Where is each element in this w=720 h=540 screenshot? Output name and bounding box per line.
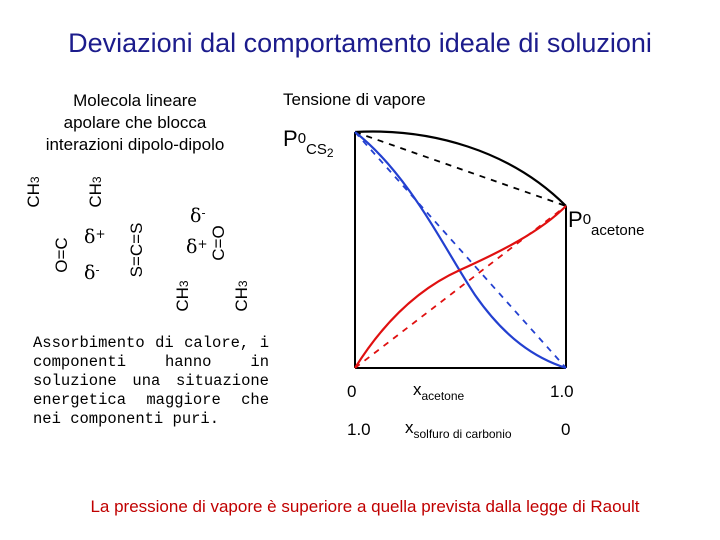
delta-plus-right: δ+ xyxy=(186,236,208,258)
carbonyl-left-label: O=C xyxy=(52,237,71,273)
x-cs2-end: 0 xyxy=(561,420,571,439)
delta-minus-right: δ- xyxy=(190,205,206,227)
x-cs2-label: $x_{solfuro di carbonio}$ xyxy=(405,418,512,441)
ch3-left-top-label: CH3 xyxy=(24,176,43,208)
delta-minus-left: δ- xyxy=(84,262,100,284)
p-superscript: 0 xyxy=(297,130,307,147)
ch3-right-bottom-label: CH3 xyxy=(173,280,192,312)
molecule-caption-line-2: apolare che blocca xyxy=(63,113,207,132)
p-superscript: 0 xyxy=(582,211,592,228)
page-title: Deviazioni dal comportamento ideale di soluzioni xyxy=(68,28,652,58)
vapor-pressure-caption: Tensione di vapore xyxy=(283,90,426,109)
acetone-subscript: acetone xyxy=(591,222,645,239)
x-cs2-start: 1.0 xyxy=(347,420,371,439)
ideal-total-line xyxy=(355,132,566,206)
carbonyl-right-label: C=O xyxy=(209,225,228,261)
p-symbol: P xyxy=(568,207,583,232)
delta-plus-left: δ+ xyxy=(84,226,106,248)
description-text: Assorbimento di calore, i componenti hanno in soluzione una situazione energetica maggiore che nei componenti puri. xyxy=(33,334,269,428)
x-acetone-end: 1.0 xyxy=(550,382,574,401)
footer-note: La pressione di vapore è superiore a quella prevista dalla legge di Raoult xyxy=(90,497,640,516)
molecule-caption-line-3: interazioni dipolo-dipolo xyxy=(45,135,225,154)
molecule-caption-line-1: Molecola lineare xyxy=(73,91,197,110)
x-acetone-start: 0 xyxy=(347,382,357,401)
ch3-left-top-label-2: CH3 xyxy=(86,176,105,208)
p-symbol: P xyxy=(283,126,298,151)
cs2-subscript: CS2 xyxy=(306,141,334,160)
cs2-molecule-label: S=C=S xyxy=(127,222,146,278)
ch3-right-bottom-label-2: CH3 xyxy=(232,280,251,312)
x-acetone-label: $x_{acetone}$ xyxy=(413,380,465,403)
ideal-cs2-line xyxy=(355,132,566,368)
